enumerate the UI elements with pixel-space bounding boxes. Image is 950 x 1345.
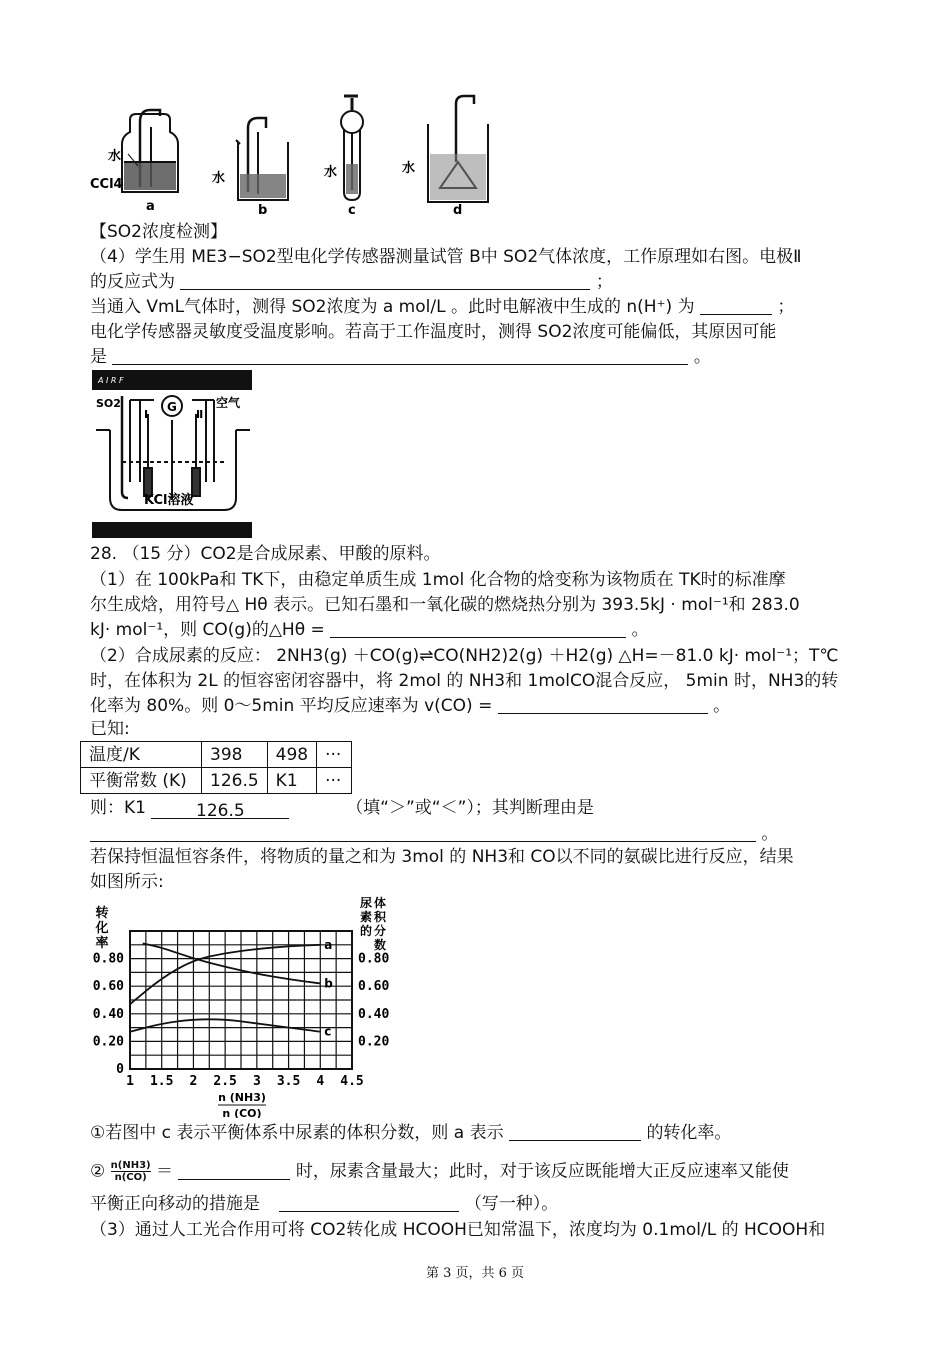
x-tick: 2.5 bbox=[213, 1074, 237, 1089]
series-line-b bbox=[143, 943, 321, 983]
q4-line5 bbox=[90, 346, 711, 368]
x-tick: 4 bbox=[316, 1074, 325, 1089]
x-tick: 3 bbox=[252, 1074, 261, 1089]
y-left-label-char: 化 bbox=[95, 921, 109, 936]
table-row bbox=[81, 768, 352, 794]
electrode-1-label: Ⅰ bbox=[144, 408, 149, 421]
sub2-line2-prefix: 平衡正向移动的措施是 bbox=[90, 1194, 260, 1214]
sub2-eq: ＝ bbox=[156, 1161, 174, 1182]
sub2-num: ② bbox=[90, 1161, 106, 1182]
q4-line3-prefix: 当通入 VmL气体时，测得 SO2浓度为 a mol/L 。此时电解液中生成的 n(H⁺) 为 bbox=[90, 297, 695, 317]
answer-blank-ratio[interactable] bbox=[178, 1161, 290, 1180]
ratio-numerator: n(NH3) bbox=[110, 1160, 151, 1171]
sub2-suffix: 时，尿素含量最大；此时，对于该反应既能增大正反应速率又能使 bbox=[295, 1161, 789, 1182]
judge-line bbox=[90, 797, 594, 819]
label-ccl4: CCl4 bbox=[90, 177, 123, 192]
q28-p2-line3-prefix: 化率为 80%。则 0～5min 平均反应速率为 v(CO) = bbox=[90, 696, 493, 716]
y-right-label-char: 体 bbox=[373, 896, 387, 910]
answer-blank-nh[interactable] bbox=[700, 296, 772, 315]
q28-p2-line1: （2）合成尿素的反应： 2NH3(g) ＋CO(g)⇌CO(NH2)2(g) ＋H2(g) △H=－81.0 kJ· mol⁻¹；T℃ bbox=[90, 646, 839, 666]
y-tick-left: 0.60 bbox=[92, 979, 124, 995]
answer-blank-measure[interactable] bbox=[279, 1193, 459, 1212]
y-right-label-char: 积 bbox=[373, 910, 387, 924]
sensor-figure bbox=[92, 370, 252, 538]
label-water-c: 水 bbox=[324, 165, 338, 180]
series-label-c: c bbox=[324, 1024, 332, 1039]
sensor-so2-label: SO2 bbox=[96, 397, 121, 410]
apparatus-b bbox=[236, 118, 288, 200]
q28-p3: （3）通过人工光合作用可将 CO2转化成 HCOOH已知常温下，浓度均为 0.1mol/L 的 HCOOH和 bbox=[90, 1220, 826, 1240]
answer-blank-a-meaning[interactable] bbox=[509, 1122, 641, 1141]
judge-value: 126.5 bbox=[196, 801, 245, 821]
y-tick-right: 0.60 bbox=[358, 979, 390, 995]
reason-end: 。 bbox=[761, 824, 779, 844]
sub2-line2 bbox=[90, 1193, 558, 1215]
q28-p1-line3 bbox=[90, 619, 649, 641]
section-title: 【SO2浓度检测】 bbox=[90, 222, 227, 242]
label-water-d: 水 bbox=[402, 161, 416, 176]
apparatus-a bbox=[122, 110, 178, 192]
q4-line5-suffix: 。 bbox=[693, 347, 711, 367]
sub1-suffix: 的转化率。 bbox=[646, 1123, 732, 1143]
apparatus-figure bbox=[88, 92, 508, 216]
x-tick: 1 bbox=[126, 1074, 134, 1089]
sensor-base-bar bbox=[92, 522, 252, 538]
y-tick-right: 0.20 bbox=[358, 1034, 390, 1050]
q4-line2 bbox=[90, 271, 613, 293]
q4-line4: 电化学传感器灵敏度受温度影响。若高于工作温度时，测得 SO2浓度可能偏低，其原因可能 bbox=[90, 322, 777, 342]
y-tick-right: 0.80 bbox=[358, 951, 390, 967]
series-label-b: b bbox=[324, 976, 333, 991]
page-footer: 第 3 页，共 6 页 bbox=[425, 1266, 525, 1281]
q28-p1-line3-prefix: kJ· mol⁻¹，则 CO(g)的△Hθ = bbox=[90, 620, 325, 640]
q4-line2-prefix: 的反应式为 bbox=[90, 272, 175, 292]
galvanometer-label: G bbox=[167, 400, 177, 414]
x-tick: 1.5 bbox=[149, 1074, 174, 1089]
q28-p2-line3 bbox=[90, 695, 730, 717]
label-a: a bbox=[146, 199, 155, 214]
sub1-prefix: ①若图中 c 表示平衡体系中尿素的体积分数，则 a 表示 bbox=[90, 1123, 504, 1143]
known-label: 已知: bbox=[90, 719, 130, 739]
table-cell: ··· bbox=[317, 768, 352, 794]
judge-suffix: （填“＞”或“＜”）；其判断理由是 bbox=[346, 798, 594, 818]
apparatus-c bbox=[341, 96, 363, 200]
label-b: b bbox=[258, 203, 268, 216]
apparatus-d bbox=[428, 96, 488, 202]
y-tick-right: 0.40 bbox=[358, 1006, 390, 1022]
q4-line1: （4）学生用 ME3−SO2型电化学传感器测量试管 B中 SO2气体浓度，工作原理如右图。电极Ⅱ bbox=[90, 247, 802, 267]
table-cell: 温度/K bbox=[81, 742, 202, 768]
table-cell: 平衡常数 (K) bbox=[81, 768, 202, 794]
label-water-b: 水 bbox=[212, 171, 226, 186]
condition-line1: 若保持恒温恒容条件，将物质的量之和为 3mol 的 NH3和 CO以不同的氨碳比进行反应，结果 bbox=[90, 847, 794, 867]
q28-p1-line2: 尔生成焓，用符号△ Hθ 表示。已知石墨和一氧化碳的燃烧热分别为 393.5kJ · mol⁻¹和 283.0 bbox=[90, 595, 800, 615]
table-row bbox=[81, 742, 352, 768]
ratio-denominator: n(CO) bbox=[114, 1172, 147, 1183]
conversion-chart bbox=[80, 893, 400, 1118]
answer-blank-enthalpy[interactable] bbox=[330, 619, 626, 638]
x-label-numerator: n (NH3) bbox=[218, 1091, 266, 1104]
x-label-denominator: n (CO) bbox=[222, 1107, 262, 1118]
x-tick: 2 bbox=[189, 1074, 198, 1089]
q28-p2-line3-suffix: 。 bbox=[713, 696, 731, 716]
ratio-fraction bbox=[111, 1160, 151, 1183]
y-right-label-char: 数 bbox=[373, 938, 387, 952]
y-left-label-char: 转 bbox=[95, 906, 109, 921]
y-tick-left: 0.40 bbox=[92, 1006, 124, 1022]
q28-p1-line3-suffix: 。 bbox=[631, 620, 649, 640]
q4-line3-suffix: ； bbox=[777, 297, 795, 317]
q28-heading: 28. （15 分）CO2是合成尿素、甲酸的原料。 bbox=[90, 544, 441, 564]
y-right-label-char: 分 bbox=[373, 924, 387, 938]
electrolyte-label: KCl溶液 bbox=[144, 493, 194, 508]
x-tick: 4.5 bbox=[340, 1074, 364, 1089]
table-cell: 126.5 bbox=[202, 768, 268, 794]
table-cell: 498 bbox=[267, 742, 316, 768]
judge-prefix: 则：K1 bbox=[90, 798, 146, 818]
answer-blank-judgement-reason[interactable] bbox=[90, 823, 756, 842]
sub2-line bbox=[90, 1160, 789, 1183]
x-tick: 3.5 bbox=[276, 1074, 301, 1089]
y-right-label-char: 素 bbox=[359, 910, 373, 924]
y-left-label-char: 率 bbox=[95, 936, 109, 951]
y-right-label-char: 尿 bbox=[359, 896, 373, 910]
sensor-air-label: 空气 bbox=[216, 396, 241, 410]
reason-line bbox=[90, 823, 778, 845]
y-tick-left: 0 bbox=[116, 1062, 124, 1077]
sub2-line2-suffix: （写一种）。 bbox=[464, 1194, 559, 1214]
label-d: d bbox=[453, 203, 463, 216]
label-water-a: 水 bbox=[108, 149, 122, 164]
answer-blank-rate[interactable] bbox=[498, 695, 708, 714]
q4-line2-suffix: ； bbox=[595, 272, 613, 292]
table-cell: ··· bbox=[317, 742, 352, 768]
q4-line3 bbox=[90, 296, 794, 318]
q28-p2-line2: 时，在体积为 2L 的恒容密闭容器中，将 2mol 的 NH3和 1molCO混合反应， 5min 时，NH3的转 bbox=[90, 671, 839, 691]
label-c: c bbox=[348, 203, 356, 216]
q28-p1-line1: （1）在 100kPa和 TK下，由稳定单质生成 1mol 化合物的焓变称为该物质在 TK时的标准摩 bbox=[90, 570, 786, 590]
answer-blank-electrode-equation[interactable] bbox=[180, 271, 590, 290]
sensor-brand: A I R F bbox=[98, 376, 124, 385]
answer-blank-compare[interactable] bbox=[151, 800, 289, 819]
answer-blank-reason[interactable] bbox=[112, 346, 688, 365]
series-label-a: a bbox=[324, 937, 333, 952]
y-tick-left: 0.20 bbox=[92, 1034, 124, 1050]
sub1-line bbox=[90, 1122, 731, 1144]
y-right-label-char: 的 bbox=[359, 924, 373, 938]
electrode-2-label: Ⅱ bbox=[196, 408, 204, 421]
condition-line2: 如图所示: bbox=[90, 872, 164, 892]
q4-line5-prefix: 是 bbox=[90, 347, 107, 367]
table-cell: K1 bbox=[267, 768, 316, 794]
table-cell: 398 bbox=[202, 742, 268, 768]
equilibrium-constant-table bbox=[80, 741, 352, 794]
y-tick-left: 0.80 bbox=[92, 951, 124, 967]
